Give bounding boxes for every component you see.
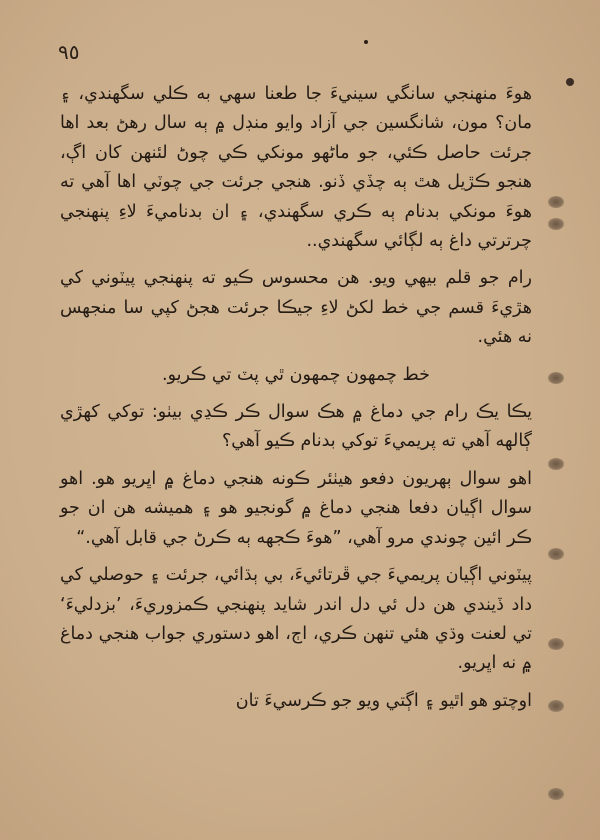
- binding-hole: [548, 372, 564, 384]
- paragraph-2: رام جو قلم بيهي ويو. هن محسوس ڪيو ته پنهنجي پيٽوني کي هڙيءَ قسم جي خط لکڻ لاءِ جيڪا جرئت هجڻ کپي سا منجهس نه هئي.: [60, 268, 532, 348]
- binding-hole: [566, 78, 574, 86]
- paragraph-4: يڪا يڪ رام جي دماغ ۾ هڪ سوال ڪر ڪڍي بيٺو: توکي کهڙي ڳالهه آهي ته پريميءَ توکي بدنام ڪيو آهي؟: [60, 402, 532, 452]
- paragraph-7: اوچتو هو اٿيو ۽ اڳتي ويو جو ڪرسيءَ تان: [235, 690, 532, 711]
- binding-hole: [548, 548, 564, 560]
- binding-hole: [548, 196, 564, 208]
- paragraph-1: هوءَ منهنجي سانگي سينيءَ جا طعنا سهي به ڪلي سگهندي، ۽ مان؟ مون، شانگسين جي آزاد وايو منڊل ۾ ٻه سال رهڻ بعد اها جرئت حاصل ڪئي، جو ماڻهو مونکي ڪي چوڻ لئنهن کان اڳ، هنجو ڪڙيل هٿ ٻه چڏي ڏنو. هنجي جرئت جي چوٽي اها آهي ته هوءَ مونکي بدنام ٻه ڪري سگهندي، ۽ ان بدناميءَ لاءِ پنهنجي چرترتي داغ ٻه لڳائي سگهندي..: [60, 84, 532, 252]
- binding-hole: [548, 788, 564, 800]
- binding-hole: [548, 700, 564, 712]
- binding-hole: [548, 638, 564, 650]
- paragraph-6: پيٽوني اڳيان پريميءَ جي ڦرتائيءَ، بي ٻڌائي، جرئت ۽ حوصلي کي داد ڏيندي هن دل ئي دل اندر شايد پنهنجي ڪمزوريءَ، ’بزدليءَ‘ تي لعنت وڌي هئي تنهن ڪري، اڄ، اهو دستوري جواب هنجي دماغ ۾ نه اڀريو.: [60, 565, 532, 674]
- printer-dot: [364, 40, 368, 44]
- binding-hole: [548, 218, 564, 230]
- binding-hole: [548, 458, 564, 470]
- page-number: ٩٥: [58, 40, 80, 64]
- body-text: [60, 80, 532, 716]
- paragraph-3: خط چمهون چمهون ٿي پٽ تي ڪريو.: [162, 364, 430, 385]
- paragraph-5: اهو سوال ٻهريون دفعو هيٺئر ڪونه هنجي دماغ ۾ اڀريو هو. اهو سوال اڳيان دفعا هنجي دماغ ۾ گونجيو هو ۽ هميشه هن ان جو ڪر ائين چوندي مرو آهي، ”هوءَ ڪجهه ٻه ڪرڻ جي قابل آهي.“: [60, 468, 532, 548]
